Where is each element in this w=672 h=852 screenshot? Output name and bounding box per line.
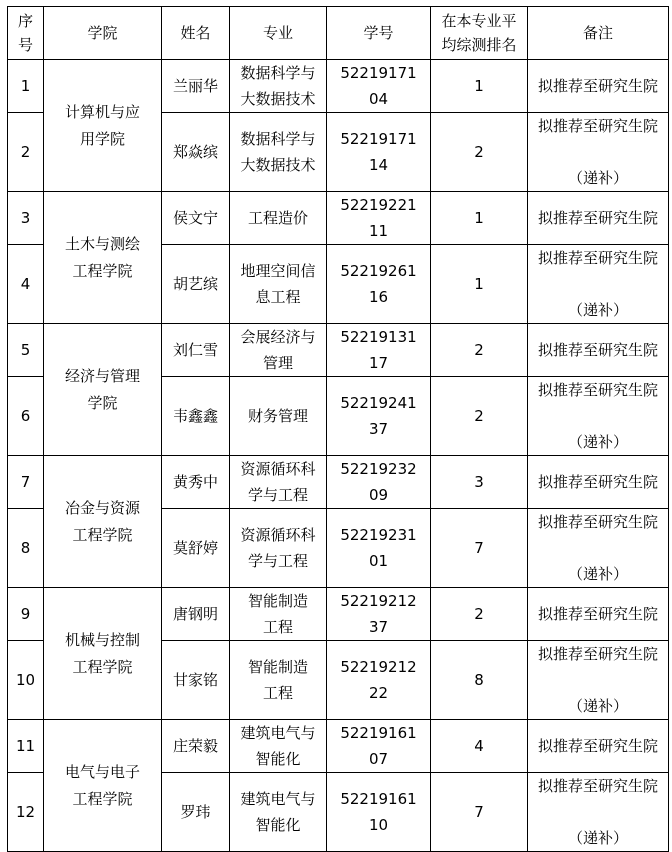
student-id-cell: 52219212 37 [327, 588, 431, 641]
student-id-cell: 52219161 07 [327, 720, 431, 773]
college-cell: 土木与测绘 工程学院 [44, 192, 162, 324]
student-id-cell: 52219231 01 [327, 509, 431, 588]
major-cell: 资源循环科 学与工程 [230, 509, 327, 588]
college-cell: 冶金与资源 工程学院 [44, 456, 162, 588]
college-cell: 电气与电子 工程学院 [44, 720, 162, 852]
major-cell: 财务管理 [230, 377, 327, 456]
name-cell: 莫舒婷 [162, 509, 230, 588]
note-cell: 拟推荐至研究生院 [528, 192, 669, 245]
major-cell: 建筑电气与 智能化 [230, 773, 327, 852]
seq-cell: 12 [8, 773, 44, 852]
seq-cell: 4 [8, 245, 44, 324]
rank-cell: 2 [431, 113, 528, 192]
name-cell: 唐钢明 [162, 588, 230, 641]
major-cell: 地理空间信 息工程 [230, 245, 327, 324]
seq-cell: 9 [8, 588, 44, 641]
rank-cell: 7 [431, 509, 528, 588]
table-row [8, 588, 669, 641]
name-cell: 甘家铭 [162, 641, 230, 720]
student-id-cell: 52219241 37 [327, 377, 431, 456]
rank-cell: 1 [431, 192, 528, 245]
name-cell: 庄荣毅 [162, 720, 230, 773]
rank-cell: 4 [431, 720, 528, 773]
seq-cell: 10 [8, 641, 44, 720]
header-major: 专业 [230, 7, 327, 60]
major-cell: 智能制造 工程 [230, 588, 327, 641]
note-cell: 拟推荐至研究生院 [528, 324, 669, 377]
college-cell: 经济与管理 学院 [44, 324, 162, 456]
college-cell: 计算机与应 用学院 [44, 60, 162, 192]
rank-cell: 2 [431, 324, 528, 377]
note-cell: 拟推荐至研究生院 （递补） [528, 641, 669, 720]
major-cell: 会展经济与 管理 [230, 324, 327, 377]
note-cell: 拟推荐至研究生院 （递补） [528, 773, 669, 852]
major-cell: 数据科学与 大数据技术 [230, 60, 327, 113]
note-cell: 拟推荐至研究生院 （递补） [528, 509, 669, 588]
rank-cell: 2 [431, 377, 528, 456]
seq-cell: 3 [8, 192, 44, 245]
header-note: 备注 [528, 7, 669, 60]
rank-cell: 8 [431, 641, 528, 720]
header-college: 学院 [44, 7, 162, 60]
seq-cell: 8 [8, 509, 44, 588]
major-cell: 建筑电气与 智能化 [230, 720, 327, 773]
name-cell: 兰丽华 [162, 60, 230, 113]
student-id-cell: 52219171 14 [327, 113, 431, 192]
major-cell: 智能制造 工程 [230, 641, 327, 720]
note-cell: 拟推荐至研究生院 [528, 720, 669, 773]
table-row [8, 324, 669, 377]
college-cell: 机械与控制 工程学院 [44, 588, 162, 720]
header-rank: 在本专业平 均综测排名 [431, 7, 528, 60]
table-body [8, 60, 669, 852]
name-cell: 刘仁雪 [162, 324, 230, 377]
header-seq: 序 号 [8, 7, 44, 60]
seq-cell: 11 [8, 720, 44, 773]
rank-cell: 7 [431, 773, 528, 852]
header-row [8, 7, 669, 60]
rank-cell: 1 [431, 245, 528, 324]
seq-cell: 2 [8, 113, 44, 192]
major-cell: 工程造价 [230, 192, 327, 245]
student-id-cell: 52219161 10 [327, 773, 431, 852]
major-cell: 数据科学与 大数据技术 [230, 113, 327, 192]
header-student-id: 学号 [327, 7, 431, 60]
table-row [8, 60, 669, 113]
rank-cell: 1 [431, 60, 528, 113]
header-name: 姓名 [162, 7, 230, 60]
student-id-cell: 52219171 04 [327, 60, 431, 113]
seq-cell: 6 [8, 377, 44, 456]
table-row [8, 456, 669, 509]
table-row [8, 192, 669, 245]
rank-cell: 2 [431, 588, 528, 641]
major-cell: 资源循环科 学与工程 [230, 456, 327, 509]
student-id-cell: 52219212 22 [327, 641, 431, 720]
seq-cell: 7 [8, 456, 44, 509]
student-id-cell: 52219261 16 [327, 245, 431, 324]
note-cell: 拟推荐至研究生院 [528, 60, 669, 113]
seq-cell: 1 [8, 60, 44, 113]
student-id-cell: 52219131 17 [327, 324, 431, 377]
name-cell: 罗玮 [162, 773, 230, 852]
name-cell: 韦鑫鑫 [162, 377, 230, 456]
seq-cell: 5 [8, 324, 44, 377]
note-cell: 拟推荐至研究生院 （递补） [528, 377, 669, 456]
note-cell: 拟推荐至研究生院 （递补） [528, 245, 669, 324]
name-cell: 侯文宁 [162, 192, 230, 245]
rank-cell: 3 [431, 456, 528, 509]
note-cell: 拟推荐至研究生院 [528, 456, 669, 509]
student-id-cell: 52219232 09 [327, 456, 431, 509]
name-cell: 郑焱缤 [162, 113, 230, 192]
name-cell: 黄秀中 [162, 456, 230, 509]
student-id-cell: 52219221 11 [327, 192, 431, 245]
note-cell: 拟推荐至研究生院 [528, 588, 669, 641]
name-cell: 胡艺缤 [162, 245, 230, 324]
table-row [8, 720, 669, 773]
recommendation-table [7, 6, 669, 852]
note-cell: 拟推荐至研究生院 （递补） [528, 113, 669, 192]
